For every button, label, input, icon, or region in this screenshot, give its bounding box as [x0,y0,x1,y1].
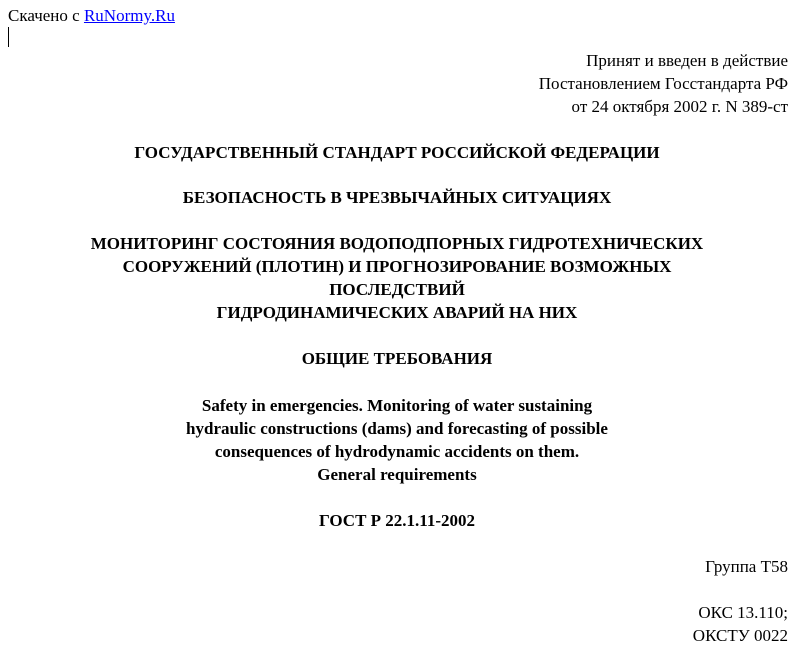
source-link[interactable]: RuNormy.Ru [83,6,175,25]
adoption-line: Постановлением Госстандарта РФ [538,74,788,93]
monitoring-heading-line: СООРУЖЕНИЙ (ПЛОТИН) И ПРОГНОЗИРОВАНИЕ ВОЗМОЖНЫХ [122,257,672,276]
state-standard-heading: ГОСУДАРСТВЕННЫЙ СТАНДАРТ РОССИЙСКОЙ ФЕДЕРАЦИИ [134,143,660,162]
english-title-line: Safety in emergencies. Monitoring of water sustaining [201,396,593,415]
classification-codes [693,601,788,647]
monitoring-heading-line: ПОСЛЕДСТВИЙ [329,280,465,299]
english-title-line: consequences of hydrodynamic accidents on them. [214,442,580,461]
standard-number: ГОСТ Р 22.1.11-2002 [318,511,476,530]
safety-heading: БЕЗОПАСНОСТЬ В ЧРЕЗВЫЧАЙНЫХ СИТУАЦИЯХ [182,188,612,207]
english-title-line: General requirements [317,465,477,484]
classification-line: ОКС 13.110; [698,603,788,622]
adoption-line: от 24 октября 2002 г. N 389-ст [571,97,788,116]
text-cursor [8,27,9,47]
english-title [0,394,794,486]
monitoring-heading-line: ГИДРОДИНАМИЧЕСКИХ АВАРИЙ НА НИХ [216,303,578,322]
adoption-note [539,49,788,118]
adoption-line: Принят и введен в действие [586,51,788,70]
classification-line: ОКСТУ 0022 [692,626,788,645]
source-line [8,4,175,27]
group-code: Группа Т58 [705,557,788,576]
general-requirements-heading: ОБЩИЕ ТРЕБОВАНИЯ [301,349,493,368]
source-prefix: Скачено с [8,6,84,25]
monitoring-heading [0,232,794,324]
monitoring-heading-line: МОНИТОРИНГ СОСТОЯНИЯ ВОДОПОДПОРНЫХ ГИДРОТЕХНИЧЕСКИХ [90,234,704,253]
english-title-line: hydraulic constructions (dams) and forecasting of possible [186,419,608,438]
